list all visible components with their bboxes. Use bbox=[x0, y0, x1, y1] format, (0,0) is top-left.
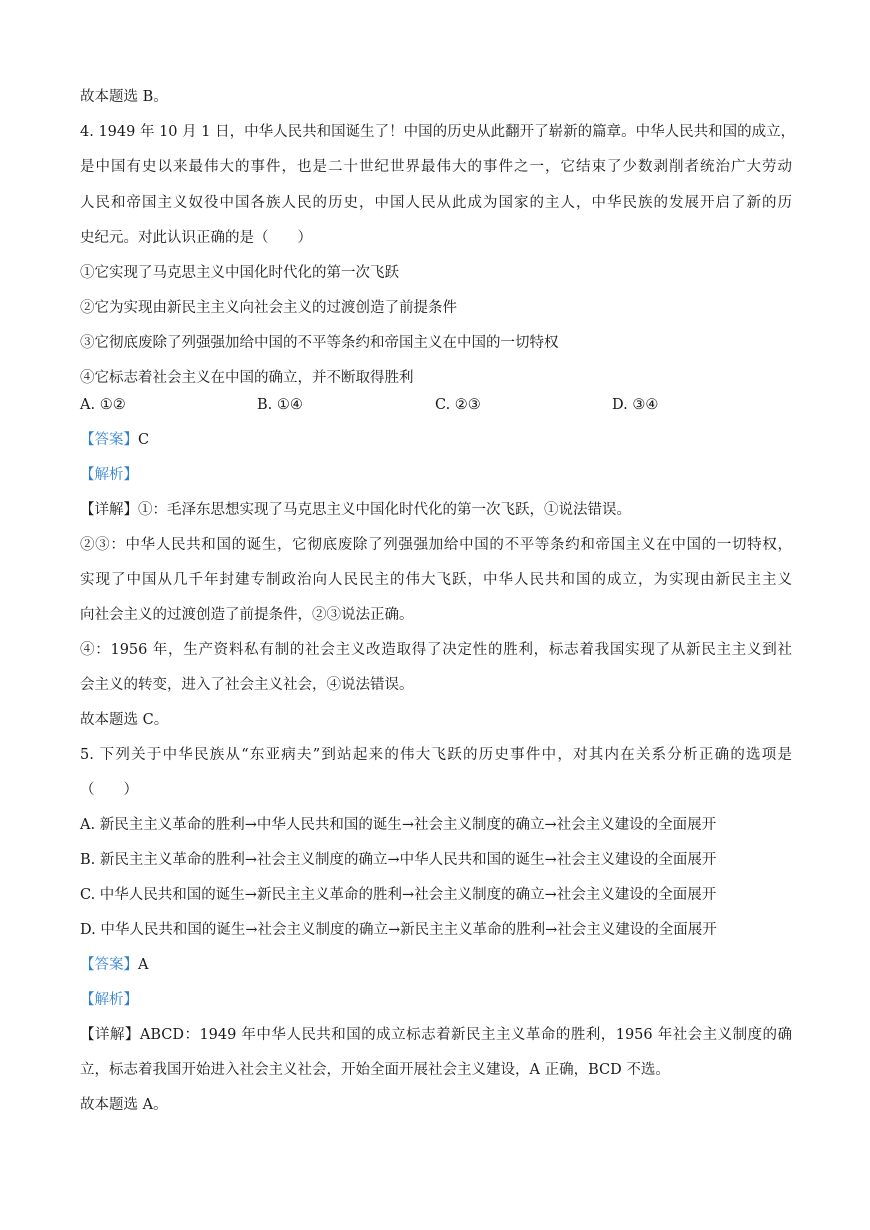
q4-stem-line-2: 是中国有史以来最伟大的事件，也是二十世纪世界最伟大的事件之一，它结束了少数剥削者统治广大劳动 bbox=[80, 159, 792, 175]
answer-value: C bbox=[138, 432, 150, 448]
q4-stem-line-1: 4. 1949 年 10 月 1 日，中华人民共和国诞生了！中国的历史从此翻开了崭新的篇章。中华人民共和国的成立， bbox=[80, 124, 796, 140]
q4-detail-line-4: 向社会主义的过渡创造了前提条件，②③说法正确。 bbox=[80, 607, 414, 623]
q4-detail-line-2: ②③：中华人民共和国的诞生，它彻底废除了列强强加给中国的不平等条约和帝国主义在中国的一切特权， bbox=[80, 537, 792, 553]
analysis-tag: 【解析】 bbox=[80, 992, 138, 1008]
q5-stem-line-2: （ ） bbox=[80, 782, 138, 798]
q4-statement-3: ③它彻底废除了列强强加给中国的不平等条约和帝国主义在中国的一切特权 bbox=[80, 335, 559, 351]
q4-conclusion: 故本题选 C。 bbox=[80, 712, 169, 728]
q5-answer bbox=[80, 955, 148, 975]
q4-statement-4: ④它标志着社会主义在中国的确立，并不断取得胜利 bbox=[80, 370, 414, 386]
q4-detail-line-6: 会主义的转变，进入了社会主义社会，④说法错误。 bbox=[80, 677, 414, 693]
q5-analysis-tag bbox=[80, 990, 138, 1010]
analysis-tag: 【解析】 bbox=[80, 467, 138, 483]
q4-statement-2: ②它为实现由新民主主义向社会主义的过渡创造了前提条件 bbox=[80, 300, 457, 316]
q4-detail-line-3: 实现了中国从几千年封建专制政治向人民民主的伟大飞跃，中华人民共和国的成立，为实现由新民主主义 bbox=[80, 572, 792, 588]
q5-conclusion: 故本题选 A。 bbox=[80, 1097, 168, 1113]
q4-detail-line-5: ④：1956 年，生产资料私有制的社会主义改造取得了决定性的胜利，标志着我国实现了从新民主主义到社 bbox=[80, 642, 792, 658]
detail-text: ABCD：1949 年中华人民共和国的成立标志着新民主主义革命的胜利，1956 年社会主义制度的确 bbox=[139, 1027, 792, 1043]
q4-stem-line-3: 人民和帝国主义奴役中国各族人民的历史，中国人民从此成为国家的主人，中华民族的发展开启了新的历 bbox=[80, 195, 792, 211]
detail-tag: 【详解】 bbox=[80, 1027, 140, 1043]
q4-option-d: D. ③④ bbox=[612, 397, 659, 413]
q4-option-b: B. ①④ bbox=[257, 397, 303, 413]
detail-text: ①：毛泽东思想实现了马克思主义中国化时代化的第一次飞跃，①说法错误。 bbox=[138, 502, 631, 518]
answer-tag: 【答案】 bbox=[80, 432, 138, 448]
q5-detail-line-2: 立，标志着我国开始进入社会主义社会，开始全面开展社会主义建设，A 正确，BCD 不选。 bbox=[80, 1062, 670, 1078]
q3-conclusion: 故本题选 B。 bbox=[80, 89, 168, 105]
q5-option-a: A. 新民主主义革命的胜利→中华人民共和国的诞生→社会主义制度的确立→社会主义建设的全面展开 bbox=[80, 817, 717, 833]
q4-detail-line-1 bbox=[80, 500, 631, 520]
answer-value: A bbox=[138, 957, 149, 973]
q4-option-c: C. ②③ bbox=[435, 397, 481, 413]
detail-tag: 【详解】 bbox=[80, 502, 138, 518]
q4-answer bbox=[80, 430, 149, 450]
q4-option-a: A. ①② bbox=[80, 397, 126, 413]
q5-option-b: B. 新民主主义革命的胜利→社会主义制度的确立→中华人民共和国的诞生→社会主义建设的全面展开 bbox=[80, 852, 717, 868]
q4-analysis-tag bbox=[80, 465, 138, 485]
q5-stem-line-1: 5. 下列关于中华民族从“东亚病夫”到站起来的伟大飞跃的历史事件中，对其内在关系分析正确的选项是 bbox=[80, 747, 792, 763]
q4-stem-line-4: 史纪元。对此认识正确的是（ ） bbox=[80, 230, 312, 246]
q5-option-d: D. 中华人民共和国的诞生→社会主义制度的确立→新民主主义革命的胜利→社会主义建设的全面展开 bbox=[80, 922, 717, 938]
answer-tag: 【答案】 bbox=[80, 957, 138, 973]
q5-detail-line-1 bbox=[80, 1025, 792, 1045]
q5-option-c: C. 中华人民共和国的诞生→新民主主义革命的胜利→社会主义制度的确立→社会主义建设的全面展开 bbox=[80, 887, 717, 903]
q4-statement-1: ①它实现了马克思主义中国化时代化的第一次飞跃 bbox=[80, 265, 399, 281]
